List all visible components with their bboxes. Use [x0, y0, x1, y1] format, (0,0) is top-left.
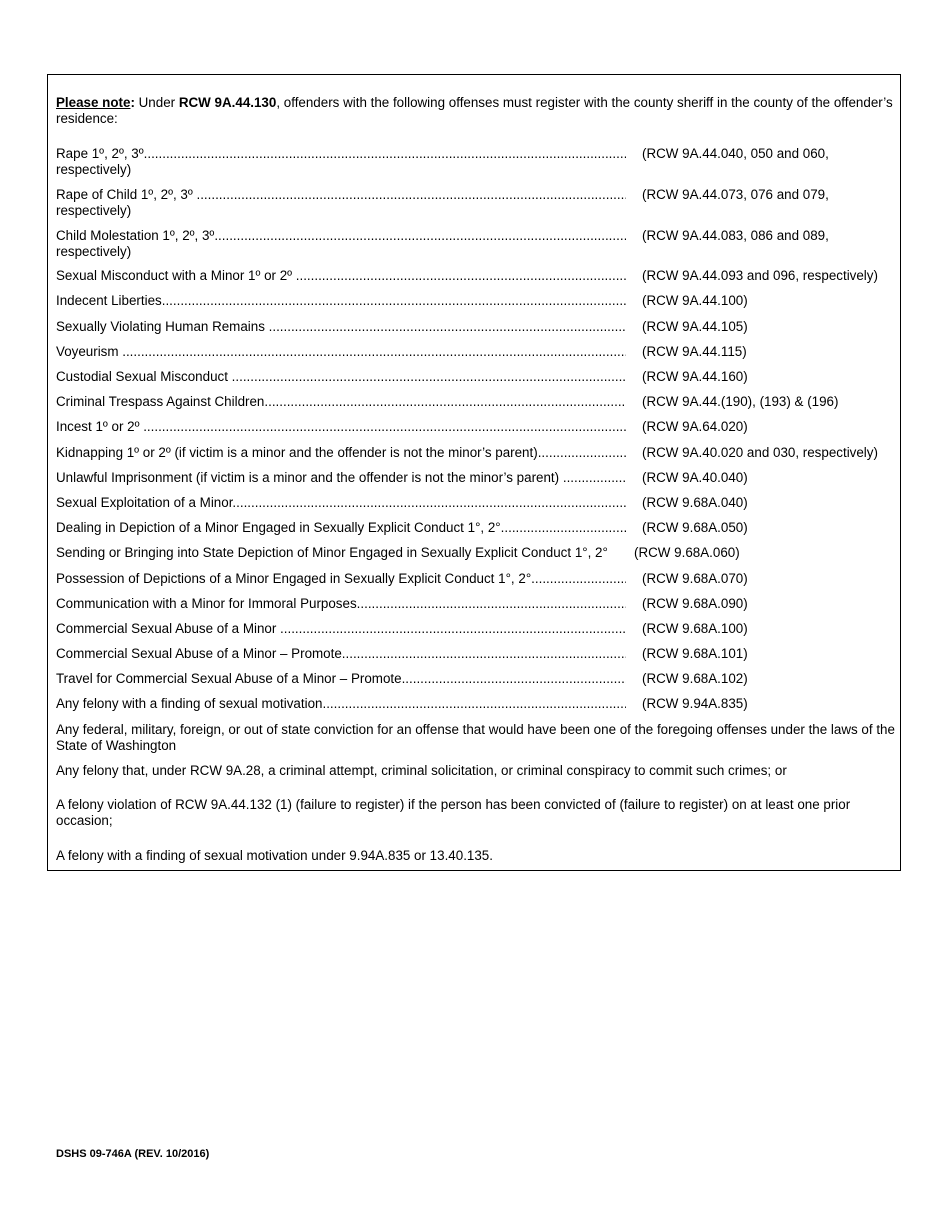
offense-cite-cont: respectively)	[56, 162, 132, 177]
offense-name: Indecent Liberties .....	[56, 293, 626, 309]
offense-name: Dealing in Depiction of a Minor Engaged in Sexually Explicit Conduct 1°, 2° .....	[56, 520, 626, 536]
offense-cite: (RCW 9A.44.(190), (193) & (196)	[642, 394, 839, 409]
offense-cite: (RCW 9.68A.050)	[642, 520, 748, 535]
offense-name: Sending or Bringing into State Depiction of Minor Engaged in Sexually Explicit Conduct 1°, 2°	[56, 545, 608, 560]
offense-cite: (RCW 9.94A.835)	[642, 696, 748, 711]
offense-name: Rape of Child 1º, 2º, 3º .....	[56, 187, 626, 203]
offense-name: Commercial Sexual Abuse of a Minor .....	[56, 621, 626, 637]
offense-name: Voyeurism .....	[56, 344, 626, 360]
offense-cite: (RCW 9A.44.115)	[642, 344, 747, 359]
offense-name: Possession of Depictions of a Minor Engaged in Sexually Explicit Conduct 1°, 2° .....	[56, 571, 626, 587]
offense-list-box	[47, 74, 901, 871]
paragraph: A felony violation of RCW 9A.44.132 (1) (failure to register) if the person has been convicted of (failure to register) on at least one prior occasion;	[56, 797, 851, 828]
offense-name: Sexually Violating Human Remains .....	[56, 319, 626, 335]
offense-cite-cont: respectively)	[56, 203, 132, 218]
offense-name: Any felony with a finding of sexual motivation .....	[56, 696, 626, 712]
offense-cite: (RCW 9.68A.060)	[634, 545, 740, 560]
note-statute: RCW 9A.44.130	[178, 95, 277, 110]
offense-cite: (RCW 9.68A.102)	[642, 671, 748, 686]
offense-cite: (RCW 9A.44.160)	[642, 369, 748, 384]
offense-cite: (RCW 9A.44.105)	[642, 319, 748, 334]
offense-cite: (RCW 9A.64.020)	[642, 419, 748, 434]
offense-name: Custodial Sexual Misconduct .....	[56, 369, 626, 385]
offense-name: Travel for Commercial Sexual Abuse of a Minor – Promote .....	[56, 671, 626, 687]
offense-cite: (RCW 9A.44.093 and 096, respectively)	[642, 268, 878, 283]
offense-cite: (RCW 9A.44.083, 086 and 089,	[642, 228, 829, 243]
offense-cite: (RCW 9A.44.073, 076 and 079,	[642, 187, 829, 202]
paragraph: Any felony that, under RCW 9A.28, a criminal attempt, criminal solicitation, or criminal conspiracy to commit such crimes; or	[56, 763, 787, 778]
note-pre: Under	[134, 95, 179, 110]
offense-name: Sexual Exploitation of a Minor .....	[56, 495, 626, 511]
offense-cite: (RCW 9.68A.040)	[642, 495, 748, 510]
offense-name: Communication with a Minor for Immoral Purposes .....	[56, 596, 626, 612]
offense-cite: (RCW 9A.44.040, 050 and 060,	[642, 146, 829, 161]
offense-name: Sexual Misconduct with a Minor 1º or 2º .....	[56, 268, 626, 284]
note-colon: :	[130, 95, 135, 110]
please-note	[56, 95, 896, 127]
offense-cite: (RCW 9.68A.101)	[642, 646, 748, 661]
offense-name: Incest 1º or 2º .....	[56, 419, 626, 435]
note-post: , offenders with the following offenses must register with the county sheriff in the county of the offender’s residence:	[56, 95, 893, 126]
offense-name: Commercial Sexual Abuse of a Minor – Promote .....	[56, 646, 626, 662]
offense-cite: (RCW 9.68A.100)	[642, 621, 748, 636]
paragraph: A felony with a finding of sexual motivation under 9.94A.835 or 13.40.135.	[56, 848, 493, 863]
offense-name: Unlawful Imprisonment (if victim is a minor and the offender is not the minor’s parent) .....	[56, 470, 626, 486]
paragraph: Any federal, military, foreign, or out of state conviction for an offense that would have been one of the foregoing offenses under the laws of the State of Washington	[56, 722, 895, 753]
offense-cite: (RCW 9A.40.040)	[642, 470, 748, 485]
offense-cite: (RCW 9.68A.090)	[642, 596, 748, 611]
form-number: DSHS 09-746A (REV. 10/2016)	[56, 1148, 210, 1160]
offense-cite: (RCW 9A.40.020 and 030, respectively)	[642, 445, 878, 460]
offense-name: Rape 1º, 2º, 3º .....	[56, 146, 626, 162]
offense-cite: (RCW 9A.44.100)	[642, 293, 748, 308]
offense-cite-cont: respectively)	[56, 244, 132, 259]
offense-name: Kidnapping 1º or 2º (if victim is a minor and the offender is not the minor’s parent) .....	[56, 445, 626, 461]
offense-name: Criminal Trespass Against Children .....	[56, 394, 626, 410]
offense-name: Child Molestation 1º, 2º, 3º .....	[56, 228, 626, 244]
please-note-label: Please note	[56, 95, 131, 110]
offense-cite: (RCW 9.68A.070)	[642, 571, 748, 586]
